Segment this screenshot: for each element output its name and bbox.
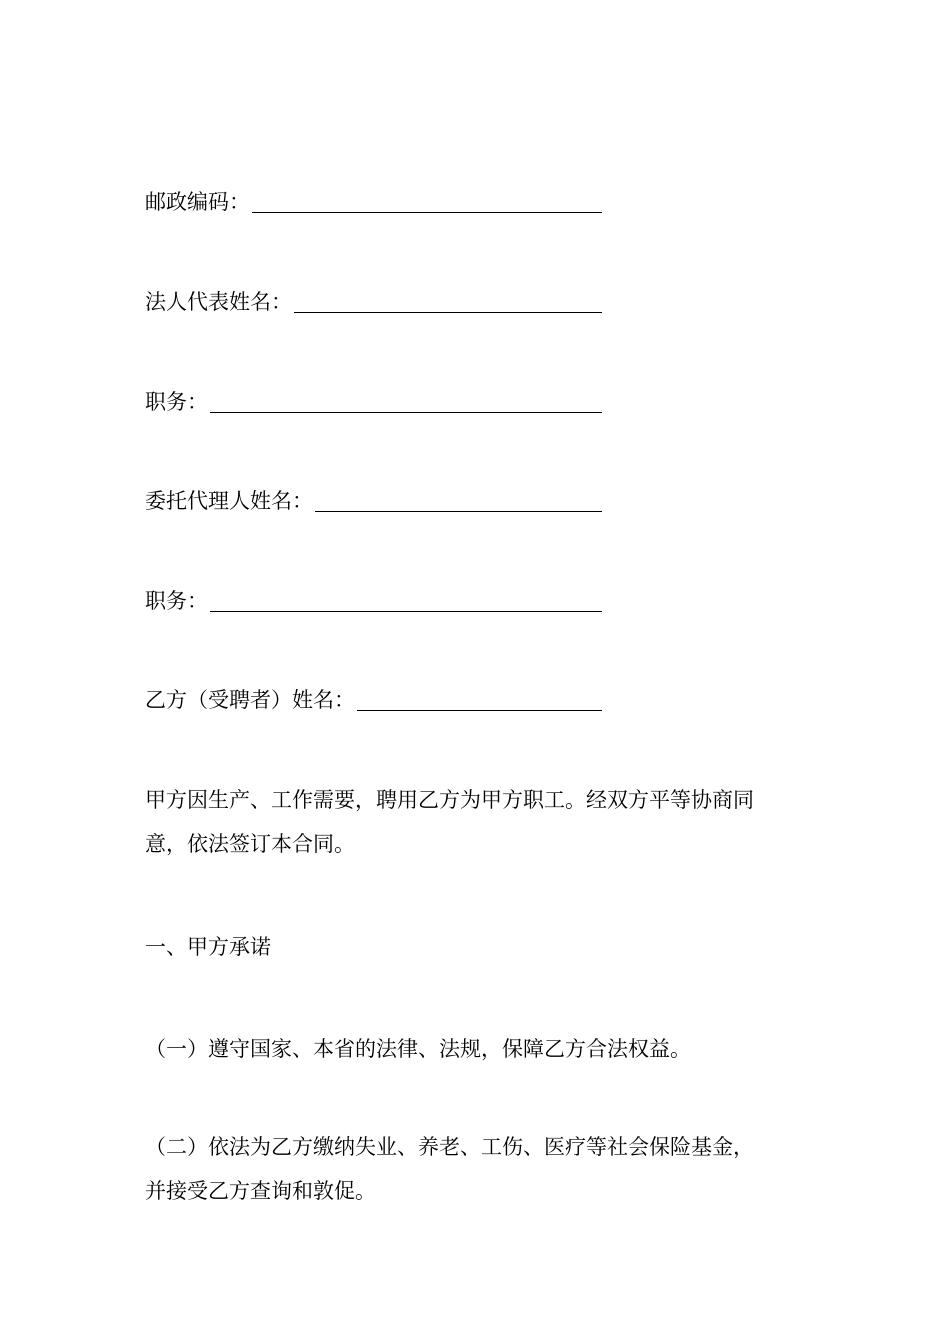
agent-name-label: 委托代理人姓名： bbox=[145, 489, 313, 513]
intro-paragraph bbox=[145, 778, 810, 866]
item-2-line-1: （二）依法为乙方缴纳失业、养老、工伤、医疗等社会保险基金， bbox=[145, 1135, 754, 1159]
agent-name-field bbox=[145, 487, 602, 515]
agent-name-blank-line bbox=[315, 491, 602, 512]
position-blank-line-1 bbox=[210, 392, 602, 413]
section-1-title: 一、甲方承诺 bbox=[145, 935, 271, 959]
item-1-paragraph: （一）遵守国家、本省的法律、法规，保障乙方合法权益。 bbox=[145, 1037, 691, 1061]
item-2-paragraph bbox=[145, 1125, 810, 1213]
position-field-1 bbox=[145, 388, 602, 416]
position-blank-line-2 bbox=[210, 591, 602, 612]
position-label-2: 职务： bbox=[145, 589, 208, 613]
postal-code-field bbox=[145, 188, 602, 216]
position-field-2 bbox=[145, 587, 602, 615]
intro-line-2: 意，依法签订本合同。 bbox=[145, 832, 355, 856]
party-b-name-label: 乙方（受聘者）姓名： bbox=[145, 688, 355, 712]
legal-representative-blank-line bbox=[294, 292, 602, 313]
legal-representative-label: 法人代表姓名： bbox=[145, 290, 292, 314]
intro-line-1: 甲方因生产、工作需要，聘用乙方为甲方职工。经双方平等协商同 bbox=[145, 788, 754, 812]
party-b-name-field bbox=[145, 686, 602, 714]
party-b-name-blank-line bbox=[357, 690, 602, 711]
postal-code-label: 邮政编码： bbox=[145, 190, 250, 214]
legal-representative-field bbox=[145, 288, 602, 316]
postal-code-blank-line bbox=[252, 192, 602, 213]
position-label-1: 职务： bbox=[145, 390, 208, 414]
item-2-line-2: 并接受乙方查询和敦促。 bbox=[145, 1179, 376, 1203]
